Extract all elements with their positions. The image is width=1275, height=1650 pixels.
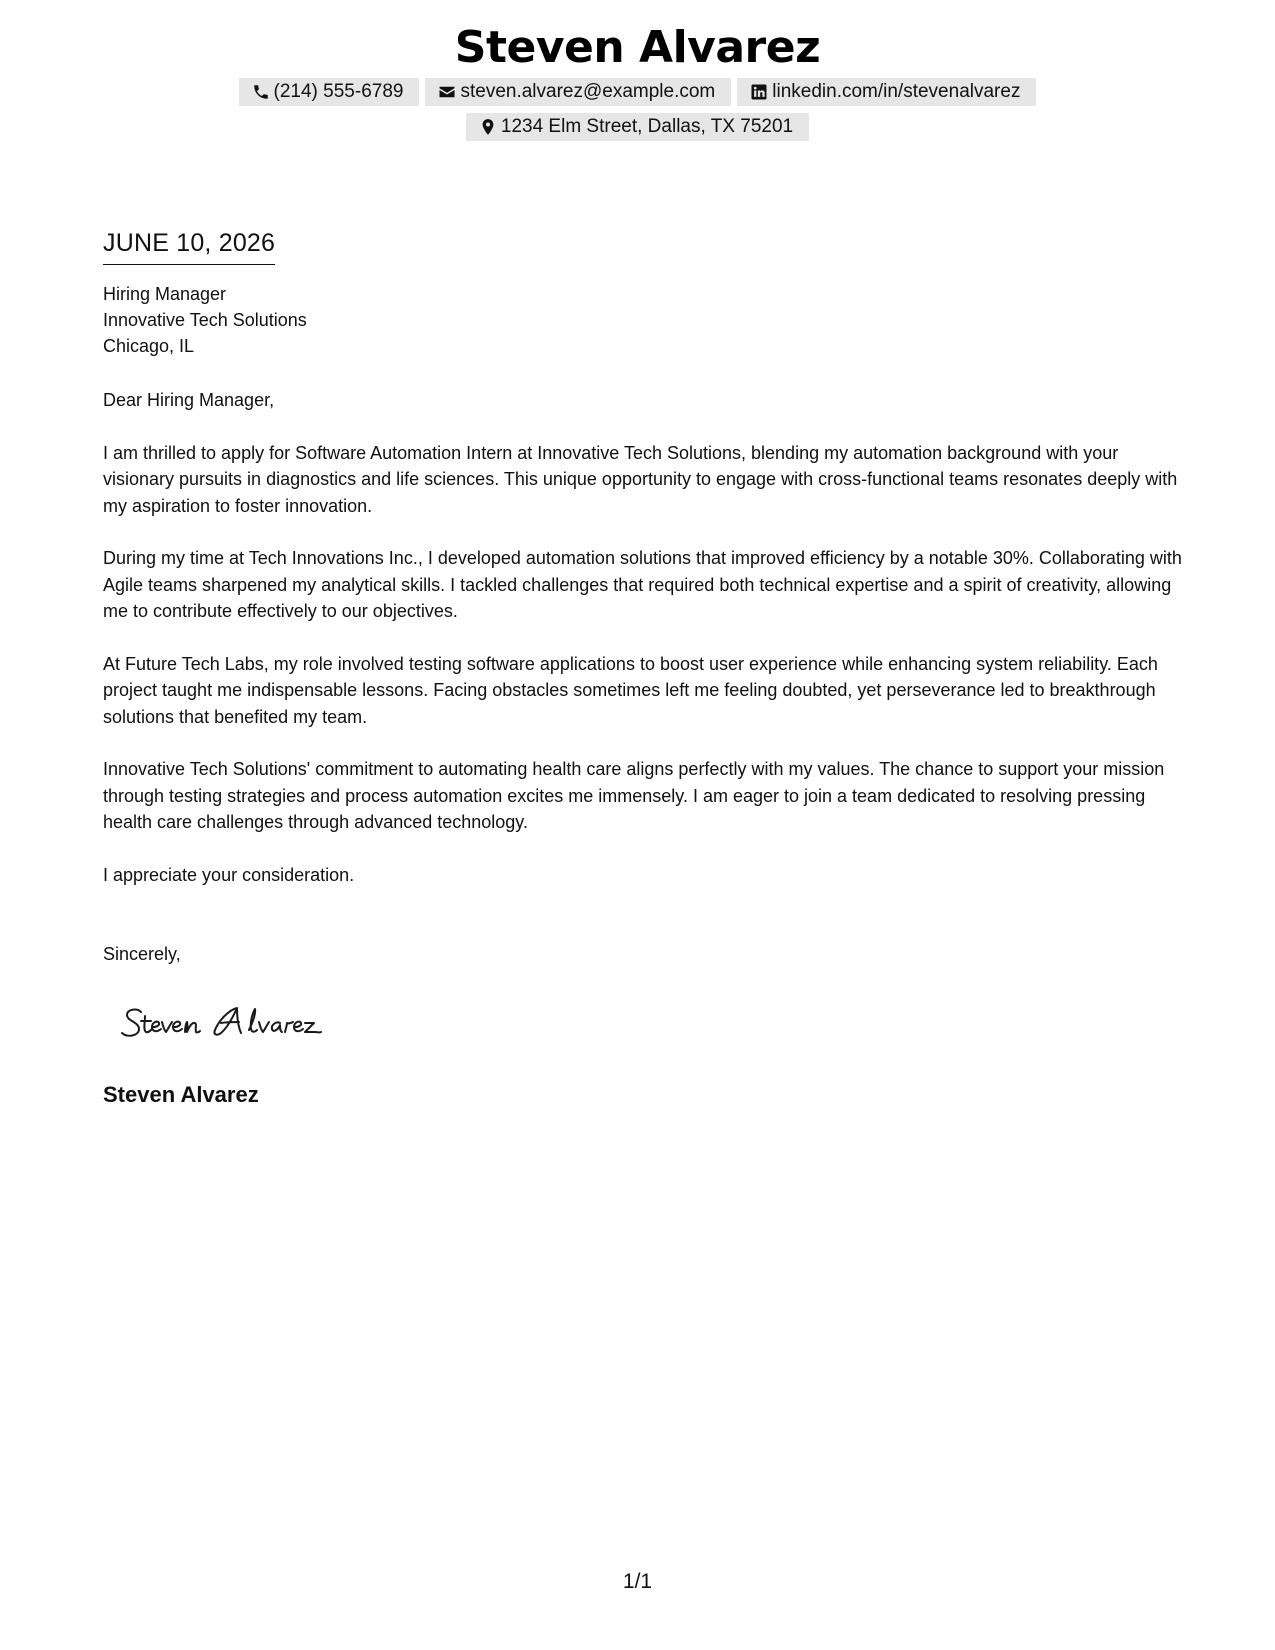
signoff: Sincerely, [103,944,181,964]
applicant-name: Steven Alvarez [454,22,821,73]
linkedin-icon [750,83,768,101]
phone-icon [252,83,270,101]
letter-date: JUNE 10, 2026 [103,228,275,265]
paragraph-experience-2: At Future Tech Labs, my role involved testing software applications to boost user experience while enhancing system reliability. Each project taught me indispensable lessons. Facing obstacles sometimes left me feeling doubted, yet perseverance led to breakthrough solutions that benefited my team. [103,653,1158,727]
handwritten-signature [117,1002,357,1050]
email-chip[interactable] [425,78,731,106]
salutation: Dear Hiring Manager, [103,390,275,410]
signed-name: Steven Alvarez [103,1082,259,1107]
paragraph-intro: I am thrilled to apply for Software Automation Intern at Innovative Tech Solutions, blending my automation background with your visionary pursuits in diagnostics and life sciences. This unique opportunity to engage with cross-functional teams resonates deeply with my aspiration to foster innovation. [103,442,1178,516]
letter-header [0,18,1275,141]
paragraph-experience-1: During my time at Tech Innovations Inc., I developed automation solutions that improved efficiency by a notable 30%. Collaborating with Agile teams sharpened my analytical skills. I tackled challenges that required both technical expertise and a spirit of creativity, allowing me to contribute effectively to our objectives. [103,548,1182,621]
contact-row-primary [0,78,1275,106]
recipient-title: Hiring Manager [103,284,227,304]
recipient-location: Chicago, IL [103,336,195,356]
address-text: 1234 Elm Street, Dallas, TX 75201 [500,116,794,137]
email-text: steven.alvarez@example.com [460,81,716,102]
paragraph-motivation: Innovative Tech Solutions' commitment to automating health care aligns perfectly with my values. The chance to support your mission through testing strategies and process automation excites me immensely. I am eager to join a team dedicated to resolving pressing health care challenges through advanced technology. [103,759,1165,832]
phone-text: (214) 555-6789 [273,81,404,102]
contact-row-secondary [0,113,1275,141]
letter-body [103,228,1183,1109]
recipient-company: Innovative Tech Solutions [103,310,307,330]
phone-chip [239,78,420,106]
page-indicator: 1/1 [622,1570,653,1593]
linkedin-chip[interactable] [737,78,1036,106]
address-chip [466,113,809,141]
recipient-block [103,281,1183,359]
linkedin-text: linkedin.com/in/stevenalvarez [772,81,1021,102]
map-marker-icon [479,118,497,136]
envelope-icon [438,83,456,101]
closing-thanks: I appreciate your consideration. [103,864,355,885]
